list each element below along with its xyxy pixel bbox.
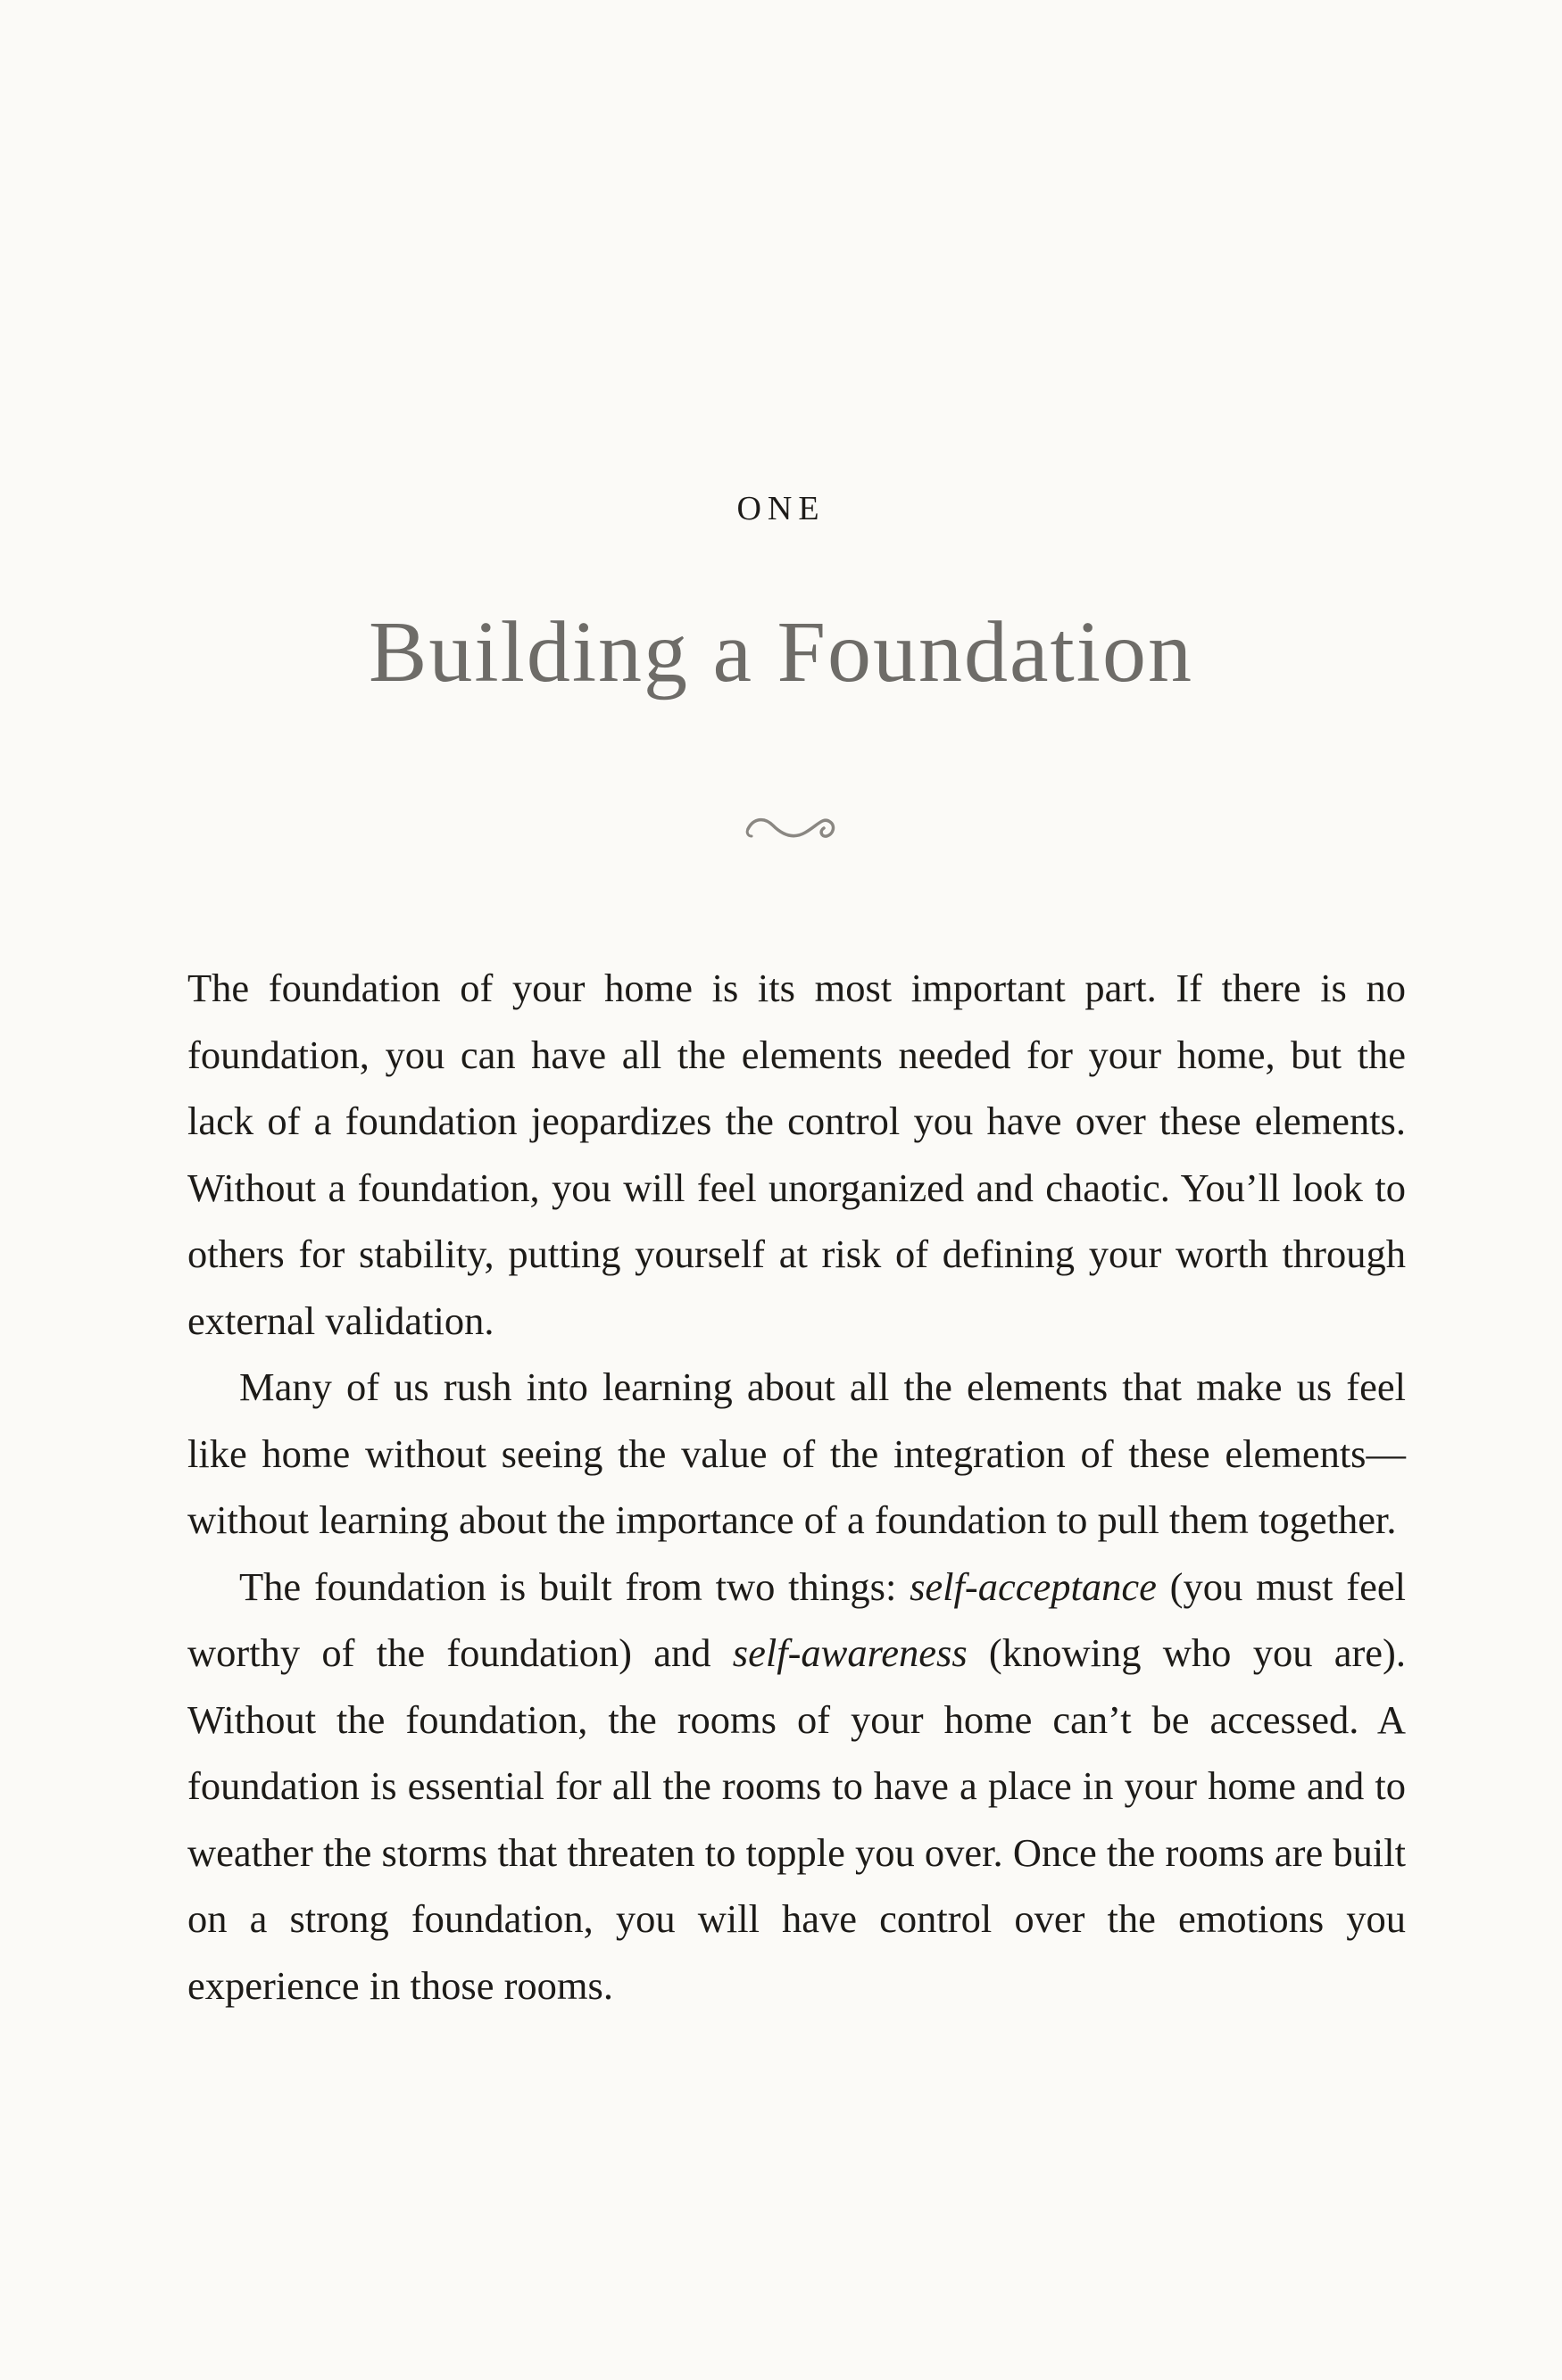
paragraph-3-part-2: (you must feel worthy of the foundation) and — [187, 1563, 1406, 1675]
chapter-body — [187, 955, 1406, 2019]
term-self-acceptance: self-acceptance — [910, 1563, 1157, 1609]
paragraph-3 — [187, 1554, 1406, 2019]
term-self-awareness: self-awareness — [732, 1630, 968, 1675]
paragraph-3-part-1: The foundation is built from two things: — [239, 1563, 910, 1609]
chapter-number: ONE — [736, 490, 826, 527]
chapter-title: Building a Foundation — [369, 604, 1193, 701]
paragraph-1: The foundation of your home is its most important part. If there is no foundation, you can have all the elements needed for your home, but the lack of a foundation jeopardizes the control you have over these elements. Without a foundation, you will feel unorganized and chaotic. You’ll look to others for stability, putting yourself at risk of defining your worth through external validation. — [187, 966, 1406, 1343]
paragraph-3-part-3: (knowing who you are). Without the foundation, the rooms of your home can’t be accessed. A foundation is essential for all the rooms to have a place in your home and to weather the storms that threaten to topple you over. Once the rooms are built on a strong foundation, you will have control over the emotions you experience in those rooms. — [187, 1630, 1406, 2008]
swash-ornament-icon — [741, 799, 839, 852]
paragraph-2: Many of us rush into learning about all the elements that make us feel like home without seeing the value of the integration of these elements—without learning about the importance of a foundation to pull them together. — [187, 1364, 1406, 1542]
